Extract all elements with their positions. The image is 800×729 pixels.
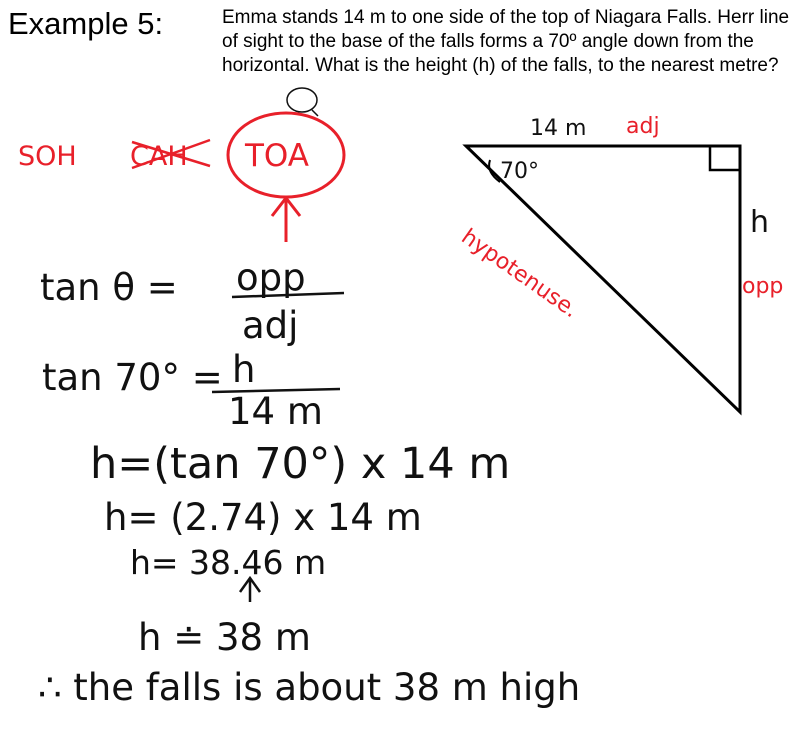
example-title: Example 5: — [8, 6, 164, 41]
work-line-5: h= 38.46 m — [130, 543, 327, 582]
opp-tag: opp — [742, 274, 784, 299]
h-pointer — [312, 110, 318, 116]
cah-label: CAH — [130, 141, 188, 172]
work-line-4: h= (2.74) x 14 m — [104, 496, 422, 539]
right-side-label: h — [750, 205, 770, 240]
hypotenuse-tag: hypotenuse. — [456, 224, 583, 324]
soh-label: SOH — [18, 141, 77, 172]
problem-statement: Emma stands 14 m to one side of the top of Niagara Falls. Herr line of sight to the base of the falls forms a 70º angle down from the horizontal. What is the height (h) of the falls, to the nearest metre? — [222, 7, 790, 76]
work-line-3: h=(tan 70°) x 14 m — [90, 439, 511, 489]
work-line-2-num: h — [232, 348, 256, 391]
work-line-1-num: opp — [236, 256, 306, 299]
toa-label: TOA — [245, 138, 309, 174]
top-side-label: 14 m — [530, 116, 587, 141]
adj-tag: adj — [626, 114, 660, 139]
conclusion: ∴ the falls is about 38 m high — [38, 666, 581, 709]
h-circle — [287, 88, 317, 112]
work-line-2-left: tan 70° = — [42, 356, 223, 399]
work-line-2-den: 14 m — [228, 390, 323, 433]
work-line-1-den: adj — [242, 304, 299, 347]
work-line-6: h ≐ 38 m — [138, 616, 311, 659]
right-angle-mark — [710, 146, 740, 170]
angle-label: 70° — [500, 159, 539, 184]
toa-arrow — [272, 198, 300, 242]
work-line-1-left: tan θ = — [40, 266, 178, 309]
